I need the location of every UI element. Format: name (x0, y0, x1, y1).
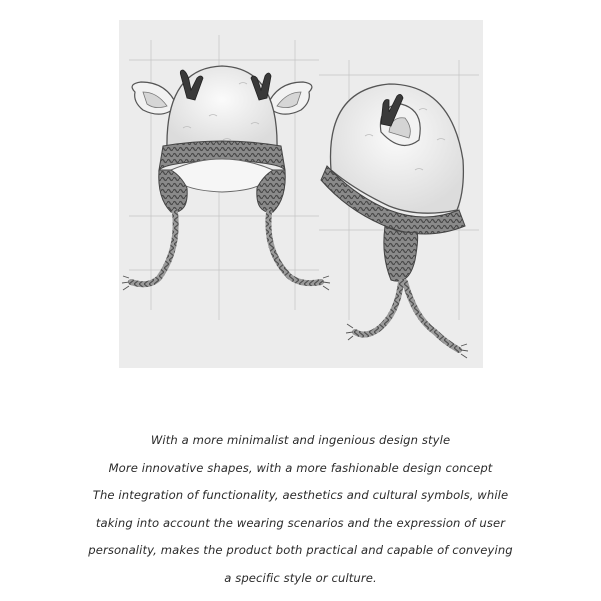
front-hat-sketch (122, 66, 330, 290)
description-line: The integration of functionality, aesthetics and cultural symbols, while (92, 488, 509, 503)
hat-sketch-svg (119, 20, 483, 368)
description-line: personality, makes the product both practical and capable of conveying (88, 543, 513, 558)
side-hat-sketch (321, 84, 468, 358)
description-line: a specific style or culture. (224, 570, 377, 585)
sketch-illustration (119, 20, 483, 368)
description-line: With a more minimalist and ingenious design style (150, 433, 451, 447)
description-line: taking into account the wearing scenarios and the expression of user (95, 515, 506, 530)
description-text (0, 430, 601, 596)
description-line: More innovative shapes, with a more fashionable design concept (108, 460, 493, 475)
